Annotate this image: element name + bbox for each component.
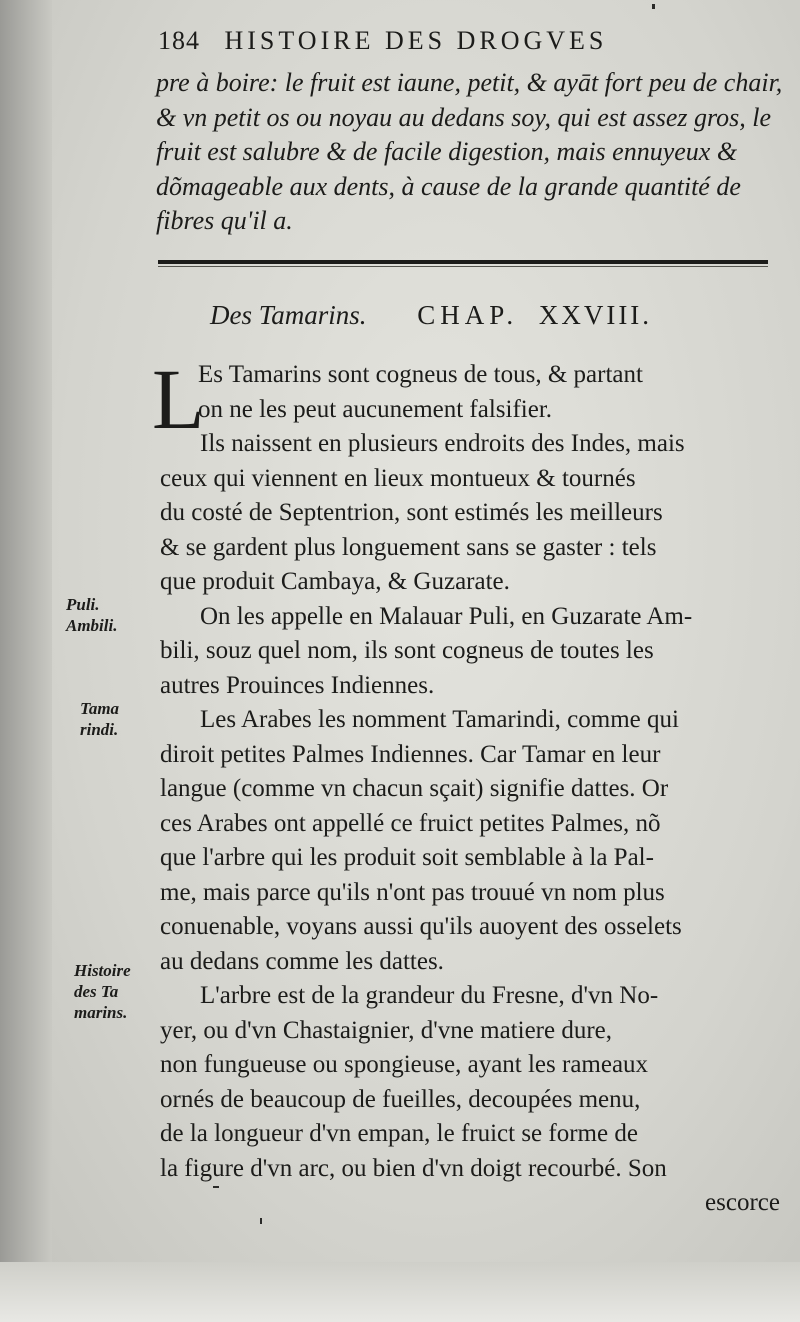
ink-speck [260,1218,262,1224]
margin-note-line: Puli. [66,595,100,614]
text-line: ces Arabes ont appellé ce fruict petites Palmes, nõ [160,809,661,837]
text-line: autres Prouinces Indiennes. [160,671,435,699]
ink-speck [213,1186,219,1188]
margin-note-tamarindi [80,698,119,740]
text-line: langue (comme vn chacun sçait) signifie dattes. Or [160,775,669,802]
text-line: dõmageable aux dents, à cause de la grande quantité de [156,171,741,201]
catchword: escorce [705,1189,780,1216]
margin-note-line: marins. [74,1003,128,1022]
chapter-title: Des Tamarins. [210,300,367,330]
text-line: ornés de beaucoup de fueilles, decoupées menu, [160,1085,641,1113]
text-line: me, mais parce qu'ils n'ont pas trouué vn nom plus [160,878,665,906]
text-line: conuenable, voyans aussi qu'ils auoyent des osselets [160,913,682,940]
margin-note-line: Histoire [74,961,131,980]
section-divider-thin [158,266,768,267]
text-line: & se gardent plus longuement sans se gaster : tels [160,533,657,561]
margin-note-puli [66,594,117,636]
text-line: Es Tamarins sont cogneus de tous, & partant [198,361,643,388]
text-line: fruit est salubre & de facile digestion, mais ennuyeux & [156,137,738,166]
margin-note-line: rindi. [80,720,119,739]
text-line: que l'arbre qui les produit soit semblable à la Pal- [160,844,654,871]
chapter-body [160,358,780,1221]
margin-note-line: Ambili. [66,616,118,635]
text-line: diroit petites Palmes Indiennes. Car Tamar en leur [160,740,661,768]
page-bottom-edge [0,1262,800,1322]
top-paragraph [156,66,783,239]
text-line: bili, souz quel nom, ils sont cogneus de toutes les [160,637,654,664]
text-line: fibres qu'il a. [156,206,293,235]
text-line: Les Arabes les nomment Tamarindi, comme qui [200,706,679,733]
text-line: au dedans comme les dattes. [160,947,444,975]
ink-speck [652,4,655,9]
text-line: & vn petit os ou noyau au dedans soy, qui est assez gros, le [156,102,772,132]
page-gutter-shadow [0,0,52,1322]
text-line: non fungueuse ou spongieuse, ayant les rameaux [160,1051,649,1078]
text-line: que produit Cambaya, & Guzarate. [160,568,510,595]
text-line: ceux qui viennent en lieux montueux & tournés [160,464,636,492]
margin-note-histoire [74,960,131,1023]
running-header [158,26,778,56]
margin-note-line: Tama [80,699,120,718]
running-title: HISTOIRE DES DROGVES [224,26,608,55]
text-line: pre à boire: le fruit est iaune, petit, & ayāt fort peu de chair, [156,68,783,97]
chapter-numeral: XXVIII. [538,300,653,330]
chapter-heading [210,300,770,331]
text-line: Ils naissent en plusieurs endroits des Indes, mais [200,430,685,457]
drop-cap: L [152,351,205,447]
text-line: yer, ou d'vn Chastaignier, d'vne matiere dure, [160,1016,613,1044]
text-line: la figure d'vn arc, ou bien d'vn doigt recourbé. Son [160,1154,667,1182]
margin-note-line: des Ta [74,982,119,1001]
text-line: L'arbre est de la grandeur du Fresne, d'vn No- [200,982,659,1009]
text-line: de la longueur d'vn empan, le fruict se forme de [160,1120,638,1147]
section-divider [158,260,768,264]
text-line: On les appelle en Malauar Puli, en Guzarate Am- [200,602,693,630]
text-line: on ne les peut aucunement falsifier. [198,395,553,423]
text-line: du costé de Septentrion, sont estimés les meilleurs [160,499,663,526]
chapter-label: CHAP. [417,300,519,330]
page-number: 184 [158,26,200,55]
